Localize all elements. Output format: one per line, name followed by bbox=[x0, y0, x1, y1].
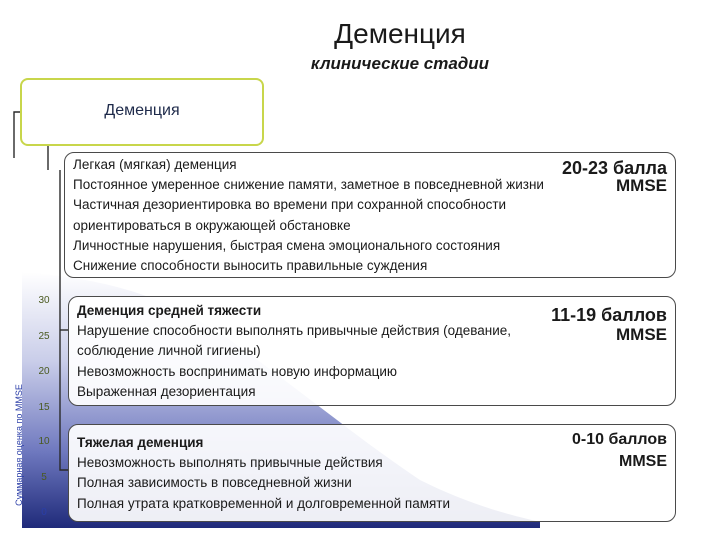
dementia-root-box bbox=[20, 78, 264, 146]
stage-mild-text bbox=[73, 155, 544, 276]
axis-tick: 20 bbox=[38, 366, 50, 377]
stage-mild-line: ориентироваться в окружающей обстановке bbox=[73, 217, 351, 233]
stage-mild-score bbox=[562, 157, 667, 193]
dementia-root-label: Деменция bbox=[104, 102, 180, 119]
axis-tick: 30 bbox=[38, 295, 50, 306]
axis-tick: 25 bbox=[38, 331, 50, 342]
stage-severe-text bbox=[77, 433, 450, 514]
mmse-axis-label: Суммарная оценка по MMSE bbox=[14, 384, 24, 506]
stage-severe-line: Невозможность выполнять привычные действия bbox=[77, 455, 383, 471]
stage-moderate-heading: Деменция средней тяжести bbox=[77, 303, 262, 318]
stage-moderate-line: Нарушение способности выполнять привычные действия (одевание, bbox=[77, 323, 512, 339]
stage-severe-heading: Тяжелая деменция bbox=[77, 435, 204, 450]
stage-severe-line: Полная утрата кратковременной и долговременной памяти bbox=[77, 495, 451, 511]
stage-moderate-box bbox=[68, 296, 676, 406]
stage-moderate-text bbox=[77, 301, 511, 402]
stage-severe-line: Полная зависимость в повседневной жизни bbox=[77, 475, 352, 491]
page-title: Деменция bbox=[334, 18, 466, 49]
stage-moderate-line: Выраженная дезориентация bbox=[77, 383, 256, 399]
stage-moderate-score-scale: MMSE bbox=[616, 325, 667, 344]
stage-severe-score-range: 0-10 баллов bbox=[572, 431, 667, 448]
axis-tick: 5 bbox=[41, 472, 47, 483]
axis-tick: 10 bbox=[38, 436, 50, 447]
stage-mild-line: Снижение способности выносить правильные суждения bbox=[73, 258, 428, 274]
axis-tick: 15 bbox=[38, 402, 50, 413]
axis-tick: 0 bbox=[41, 507, 47, 518]
stage-mild-line: Личностные нарушения, быстрая смена эмоционального состояния bbox=[73, 237, 501, 253]
stage-mild-score-range: 20-23 балла bbox=[561, 158, 667, 178]
stage-mild-line: Постоянное умеренное снижение памяти, заметное в повседневной жизни bbox=[73, 177, 544, 193]
stage-mild-heading: Легкая (мягкая) деменция bbox=[73, 157, 237, 172]
page-subtitle: клинические стадии bbox=[310, 54, 490, 73]
stage-moderate-line: Невозможность воспринимать новую информацию bbox=[77, 363, 398, 379]
stage-severe-box bbox=[68, 424, 676, 522]
stage-mild-box bbox=[64, 152, 676, 278]
stage-mild-score-scale: MMSE bbox=[616, 176, 667, 195]
stage-moderate-line: соблюдение личной гигиены) bbox=[77, 343, 261, 359]
stage-mild-line: Частичная дезориентировка во времени при сохранной способности bbox=[73, 197, 507, 213]
stage-moderate-score-range: 11-19 баллов bbox=[551, 305, 667, 325]
stage-severe-score bbox=[572, 429, 667, 473]
stage-severe-score-scale: MMSE bbox=[619, 453, 667, 470]
stage-moderate-score bbox=[551, 303, 667, 343]
